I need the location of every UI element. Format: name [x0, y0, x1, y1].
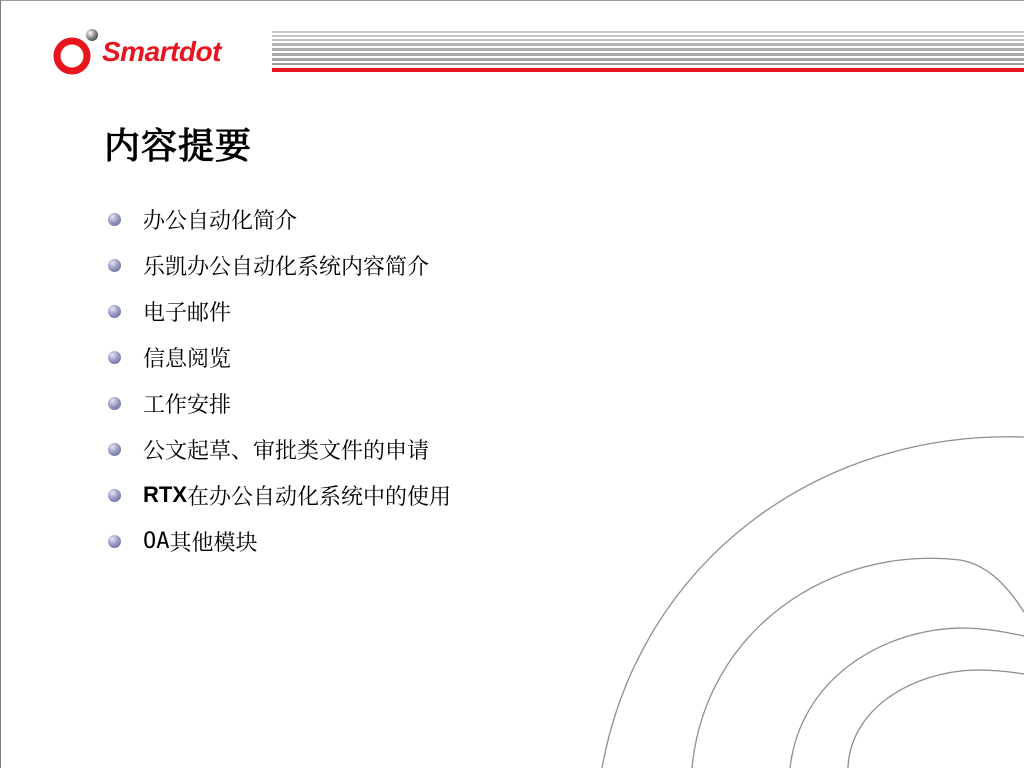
list-item-prefix: RTX	[143, 482, 187, 507]
logo-wordmark: Smartdot	[102, 36, 221, 67]
list-item-text: 乐凯办公自动化系统内容简介	[143, 254, 430, 280]
list-item-text: 信息阅览	[143, 346, 232, 372]
list-item-text: 在办公自动化系统中的使用	[187, 484, 452, 510]
page-title: 内容提要	[104, 126, 253, 167]
list-item-text: 办公自动化简介	[143, 208, 298, 234]
list-item-text: 工作安排	[143, 392, 232, 418]
list-item-text: 其他模块	[169, 530, 258, 556]
list-item-text: 公文起草、审批类文件的申请	[143, 438, 430, 464]
list-item-prefix: OA	[143, 528, 170, 554]
list-item-text: 电子邮件	[143, 300, 232, 326]
